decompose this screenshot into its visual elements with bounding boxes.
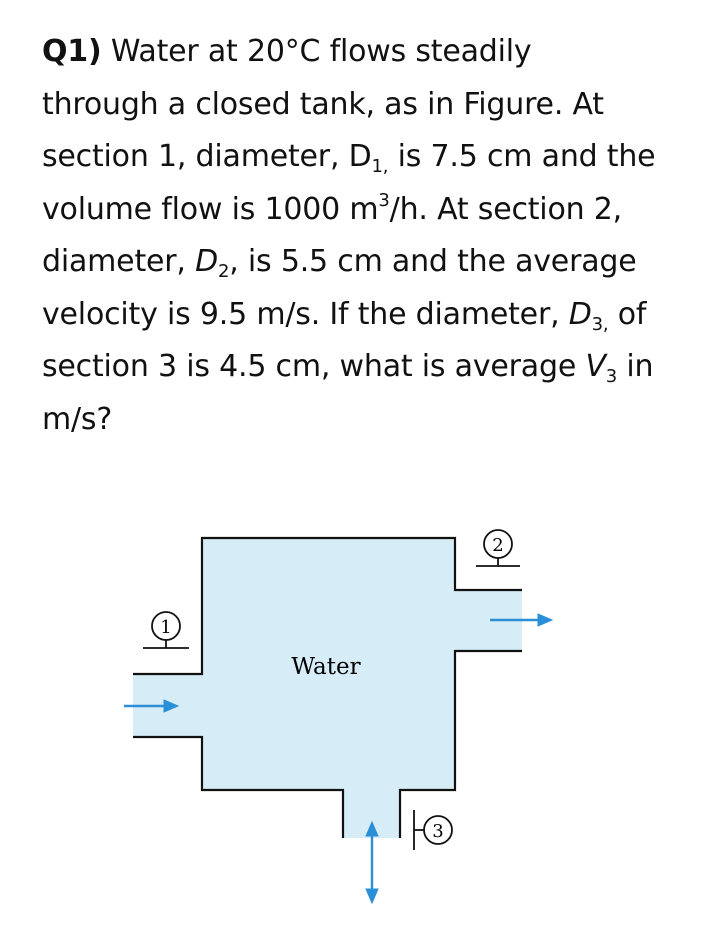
question-line-5: diameter, $D_2$, is 5.5 cm and the average <box>42 244 637 282</box>
water-fill <box>133 538 522 838</box>
question-number: Q1) <box>42 34 102 69</box>
inlet-3-arrow <box>366 822 378 903</box>
question-line-4: volume flow is 1000 $m^3/h$. At section 2, <box>42 189 622 227</box>
question-line-1: Q1) Water at 20°C flows steadily <box>42 34 532 69</box>
question-line-8: m/s? <box>42 401 113 437</box>
section-1-label: 1 <box>160 617 172 638</box>
question-line-2: through a closed tank, as in Figure. At <box>42 86 604 122</box>
question-line-6: velocity is 9.5 m/s. If the diameter, $D_{3,}$ of <box>42 296 647 335</box>
question-line-7: section 3 is 4.5 cm, what is average $V_3$ in <box>42 349 654 387</box>
question-line-3: section 1, diameter, $D_{1,}$ is 7.5 cm and the <box>42 139 656 177</box>
section-3-label: 3 <box>432 821 444 842</box>
section-3-marker <box>414 810 452 850</box>
section-2-label: 2 <box>492 535 504 556</box>
tank-water-label: Water <box>291 654 361 680</box>
section-2-marker <box>476 530 520 566</box>
section-1-marker <box>143 612 189 648</box>
